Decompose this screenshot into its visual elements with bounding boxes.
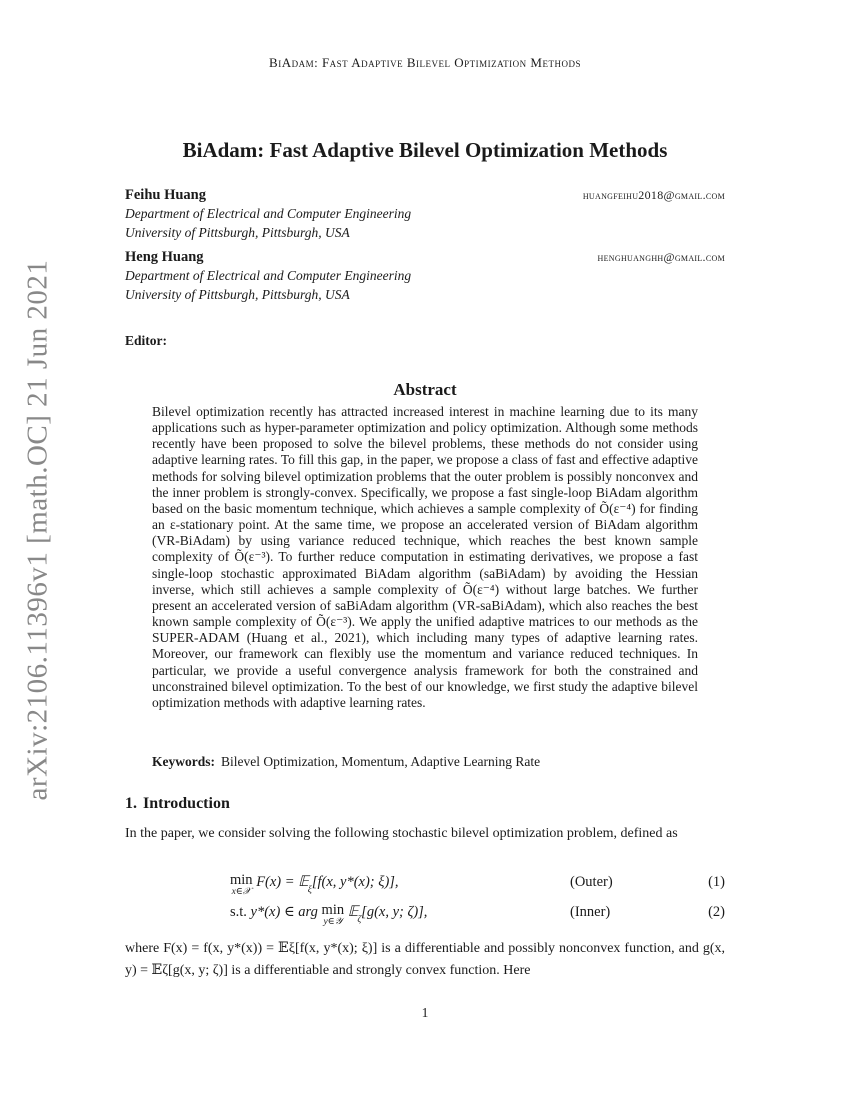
section-title: Introduction — [143, 795, 230, 812]
paper-title: BiAdam: Fast Adaptive Bilevel Optimization Methods — [182, 138, 668, 162]
author-affiliation: Department of Electrical and Computer Engineering — [125, 268, 412, 283]
section-heading — [125, 795, 230, 813]
arxiv-identifier — [18, 250, 58, 810]
equation-outer — [125, 874, 725, 898]
author-block-1 — [125, 186, 725, 242]
body-paragraph: where F(x) = f(x, y*(x)) = 𝔼ξ[f(x, y*(x); ξ)] is a differentiable and possibly nonconvex function, and g(x, y) = 𝔼ζ[g(x, y; ζ)] is a differentiable and strongly convex function. Here — [125, 941, 725, 978]
author-name: Feihu Huang — [125, 187, 206, 203]
min-operator: min y∈𝒴 — [321, 902, 345, 927]
abstract-text: Bilevel optimization recently has attracted increased interest in machine learning due to its many applications such as hyper-parameter optimization and policy optimization. Although some methods recently have been proposed to solve the bilevel problems, these methods do not consider using adaptive learning rates. To fill this gap, in the paper, we propose a class of fast and effective adaptive methods for solving bilevel optimization problems that the outer problem is possibly nonconvex and the inner problem is strongly-convex. Specifically, we propose a fast single-loop BiAdam algorithm based on the basic momentum technique, which achieves a sample complexity of Õ(ε⁻⁴) for finding an ε-stationary point. At the same time, we propose an accelerated version of BiAdam algorithm (VR-BiAdam) by using variance reduced technique, which reaches the best known sample complexity of Õ(ε⁻³). To further reduce computation in estimating derivatives, we propose a fast single-loop stochastic approximated BiAdam algorithm (saBiAdam) by avoiding the Hessian inverse, which still achieves a sample complexity of Õ(ε⁻⁴) without large batches. We further present an accelerated version of saBiAdam algorithm (VR-saBiAdam), which also reaches the best known sample complexity of Õ(ε⁻³). We apply the unified adaptive matrices to our methods as the SUPER-ADAM (Huang et al., 2021), which including many types of adaptive learning rates. Moreover, our framework can flexibly use the momentum and variance reduced techniques. In particular, we provide a useful convergence analysis framework for both the constrained and unconstrained bilevel optimization. To the best of our knowledge, we first study the adaptive bilevel optimization methods with adaptive learning rates. — [152, 404, 698, 710]
running-head: BiAdam: Fast Adaptive Bilevel Optimization Methods — [269, 55, 581, 70]
editor-label: Editor: — [125, 333, 167, 348]
intro-paragraph: In the paper, we consider solving the following stochastic bilevel optimization problem, defined as — [125, 826, 678, 841]
min-subscript: y∈𝒴 — [323, 917, 343, 927]
author-email: huangfeihu2018@gmail.com — [582, 188, 725, 202]
author-email: henghuanghh@gmail.com — [597, 250, 725, 264]
keywords — [152, 754, 698, 770]
author-affiliation: University of Pittsburgh, Pittsburgh, USA — [125, 287, 350, 302]
arxiv-identifier-text: arXiv:2106.11396v1 [math.OC] 21 Jun 2021 — [21, 259, 54, 801]
equation-inner — [125, 904, 725, 928]
author-name: Heng Huang — [125, 249, 204, 265]
keywords-label: Keywords: — [152, 754, 215, 769]
author-block-2 — [125, 248, 725, 304]
keywords-text: Bilevel Optimization, Momentum, Adaptive Learning Rate — [221, 754, 541, 769]
equation-body: min x∈𝒳 F(x) = 𝔼$_\xi$[f(x, y*(x); ξ)], — [230, 872, 399, 897]
equation-tag: (Inner) — [570, 904, 611, 920]
min-operator: min x∈𝒳 — [230, 872, 253, 897]
equation-number: (2) — [708, 904, 725, 920]
page-number: 1 — [421, 1005, 429, 1020]
min-subscript: x∈𝒳 — [231, 887, 251, 897]
section-number: 1. — [125, 795, 137, 812]
author-affiliation: University of Pittsburgh, Pittsburgh, USA — [125, 225, 350, 240]
author-affiliation: Department of Electrical and Computer Engineering — [125, 206, 412, 221]
equation-tag: (Outer) — [570, 874, 613, 890]
equation-number: (1) — [708, 874, 725, 890]
equation-body: s.t. y*(x) ∈ arg min y∈𝒴 𝔼$_\zeta$[g(x, y; ζ)], — [230, 902, 428, 927]
abstract-heading: Abstract — [393, 380, 457, 399]
